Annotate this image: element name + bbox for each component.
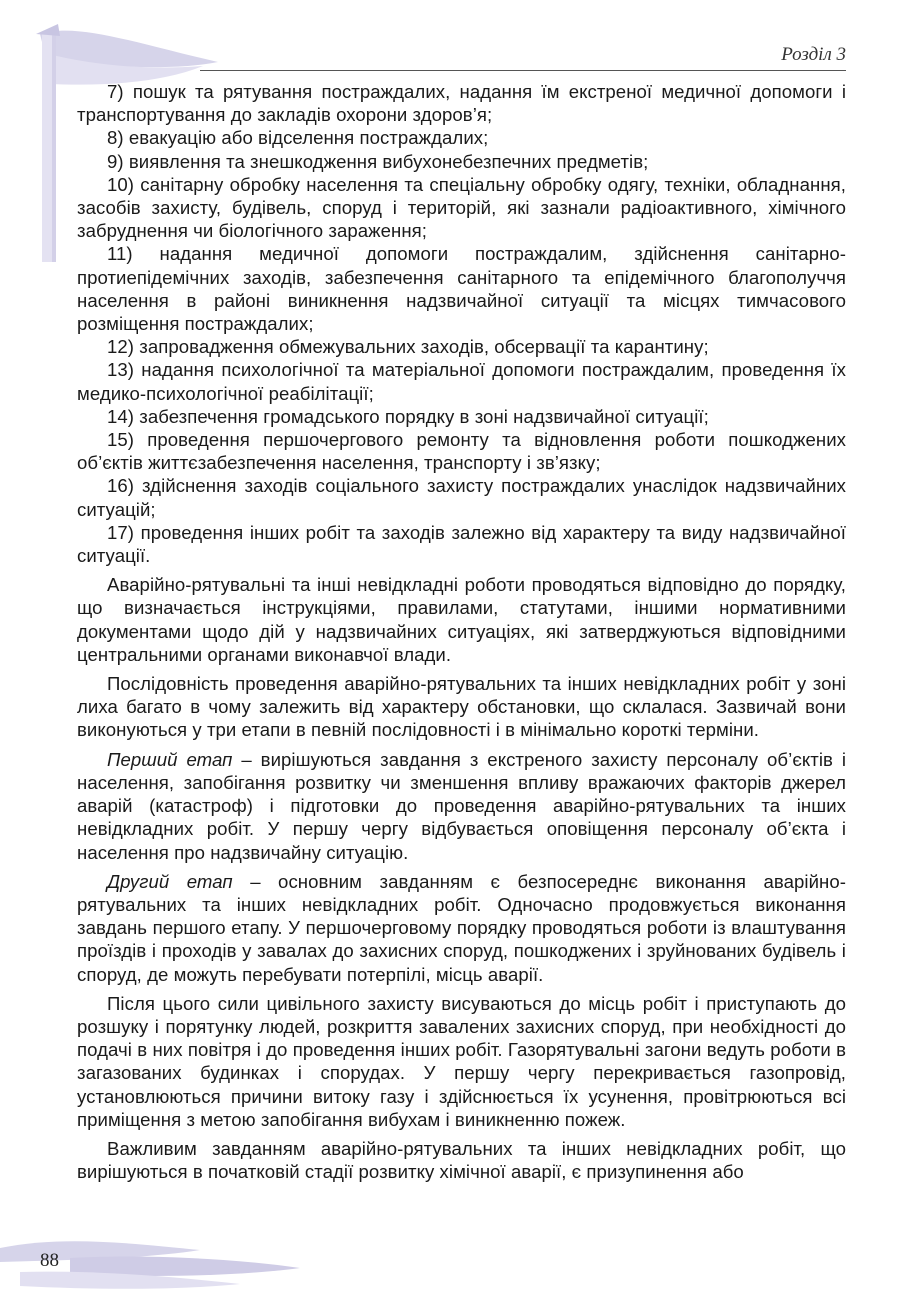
paragraph: Послідовність проведення аварійно-рятувальних та інших невідкладних робіт у зоні лиха багато в чому залежить від характеру обстановки, що склалася. Зазвичай вони виконуються у три етапи в певній послідовності і в мінімально короткі терміни.	[77, 673, 846, 741]
list-item: 16) здійснення заходів соціального захисту постраждалих унаслідок надзвичайних ситуацій;	[77, 475, 846, 520]
list-item: 13) надання психологічної та матеріальної допомоги постраждалим, проведення їх медико-психологічної реабілітації;	[77, 359, 846, 404]
page-number: 88	[40, 1250, 59, 1271]
list-item: 7) пошук та рятування постраждалих, надання їм екстреної медичної допомоги і транспортування до закладів охорони здоров’я;	[77, 81, 846, 126]
list-item: 17) проведення інших робіт та заходів залежно від характеру та виду надзвичайної ситуації.	[77, 521, 846, 567]
list-item: 15) проведення першочергового ремонту та відновлення роботи пошкоджених об’єктів життєзабезпечення населення, транспорту і зв’язку;	[77, 429, 846, 474]
section-title: Розділ 3	[781, 44, 846, 65]
list-item: 8) евакуацію або відселення постраждалих;	[107, 127, 489, 149]
page-header	[200, 44, 846, 71]
list-item: 12) запровадження обмежувальних заходів, обсервації та карантину;	[107, 336, 709, 358]
paragraph: Аварійно-рятувальні та інші невідкладні роботи проводяться відповідно до порядку, що визначається інструкціями, правилами, статутами, іншими нормативними документами щодо дій у надзвичайних ситуаціях, які затверджуються відповідними центральними органами виконавчої влади.	[77, 574, 846, 665]
list-item: 11) надання медичної допомоги постраждалим, здійснення санітарно-протиепідемічних заходів, забезпечення санітарного та епідемічного благополуччя населення в районі виникнення надзвичайної ситуації та місцях тимчасового розміщення постраждалих;	[77, 243, 846, 335]
list-item: 14) забезпечення громадського порядку в зоні надзвичайної ситуації;	[107, 405, 709, 427]
page-content	[77, 80, 846, 1183]
list-item: 9) виявлення та знешкодження вибухонебезпечних предметів;	[107, 150, 649, 172]
stage-label: Перший етап	[107, 748, 233, 770]
paragraph-first-stage	[77, 748, 846, 864]
paragraph: Важливим завданням аварійно-рятувальних та інших невідкладних робіт, що вирішуються в початковій стадії розвитку хімічної аварії, є призупинення або	[77, 1137, 846, 1183]
paragraph: Після цього сили цивільного захисту висуваються до місць робіт і приступають до розшуку і порятунку людей, розкриття завалених захисних споруд, при необхідності до подачі в них повітря і до проведення інших робіт. Газорятувальні загони ведуть роботи в загазованих будинках і спорудах. У першу чергу перекривається газопровід, установлюються причини витоку газу і здійснюється їх усунення, провітрюються всі приміщення з метою запобігання вибухам і виникненню пожеж.	[77, 992, 846, 1130]
paragraph-text: – вирішуються завдання з екстреного захисту персоналу об’єктів і населення, запобігання розвитку чи зменшення впливу вражаючих факторів джерел аварій (катастроф) і підготовки до проведення аварійно-рятувальних та інших невідкладних робіт. У першу чергу відбувається оповіщення персоналу об’єкта і населення про надзвичайну ситуацію.	[77, 748, 847, 863]
list-item: 10) санітарну обробку населення та спеціальну обробку одягу, техніки, обладнання, засобів захисту, будівель, споруд і територій, які зазнали радіоактивного, хімічного забруднення чи біологічного зараження;	[77, 173, 846, 242]
paragraph-text: – основним завданням є безпосереднє виконання аварійно-рятувальних та інших невідкладних робіт. Одночасно продовжується виконання завдань першого етапу. У першочерговому порядку проводяться роботи із влаштування проїздів і проходів у завалах до захисних споруд, пошкоджених і зруйнованих будівель і споруд, де можуть перебувати потерпілі, місць аварії.	[77, 870, 846, 985]
stage-label: Другий етап	[107, 870, 233, 892]
paragraph-second-stage	[77, 870, 846, 986]
